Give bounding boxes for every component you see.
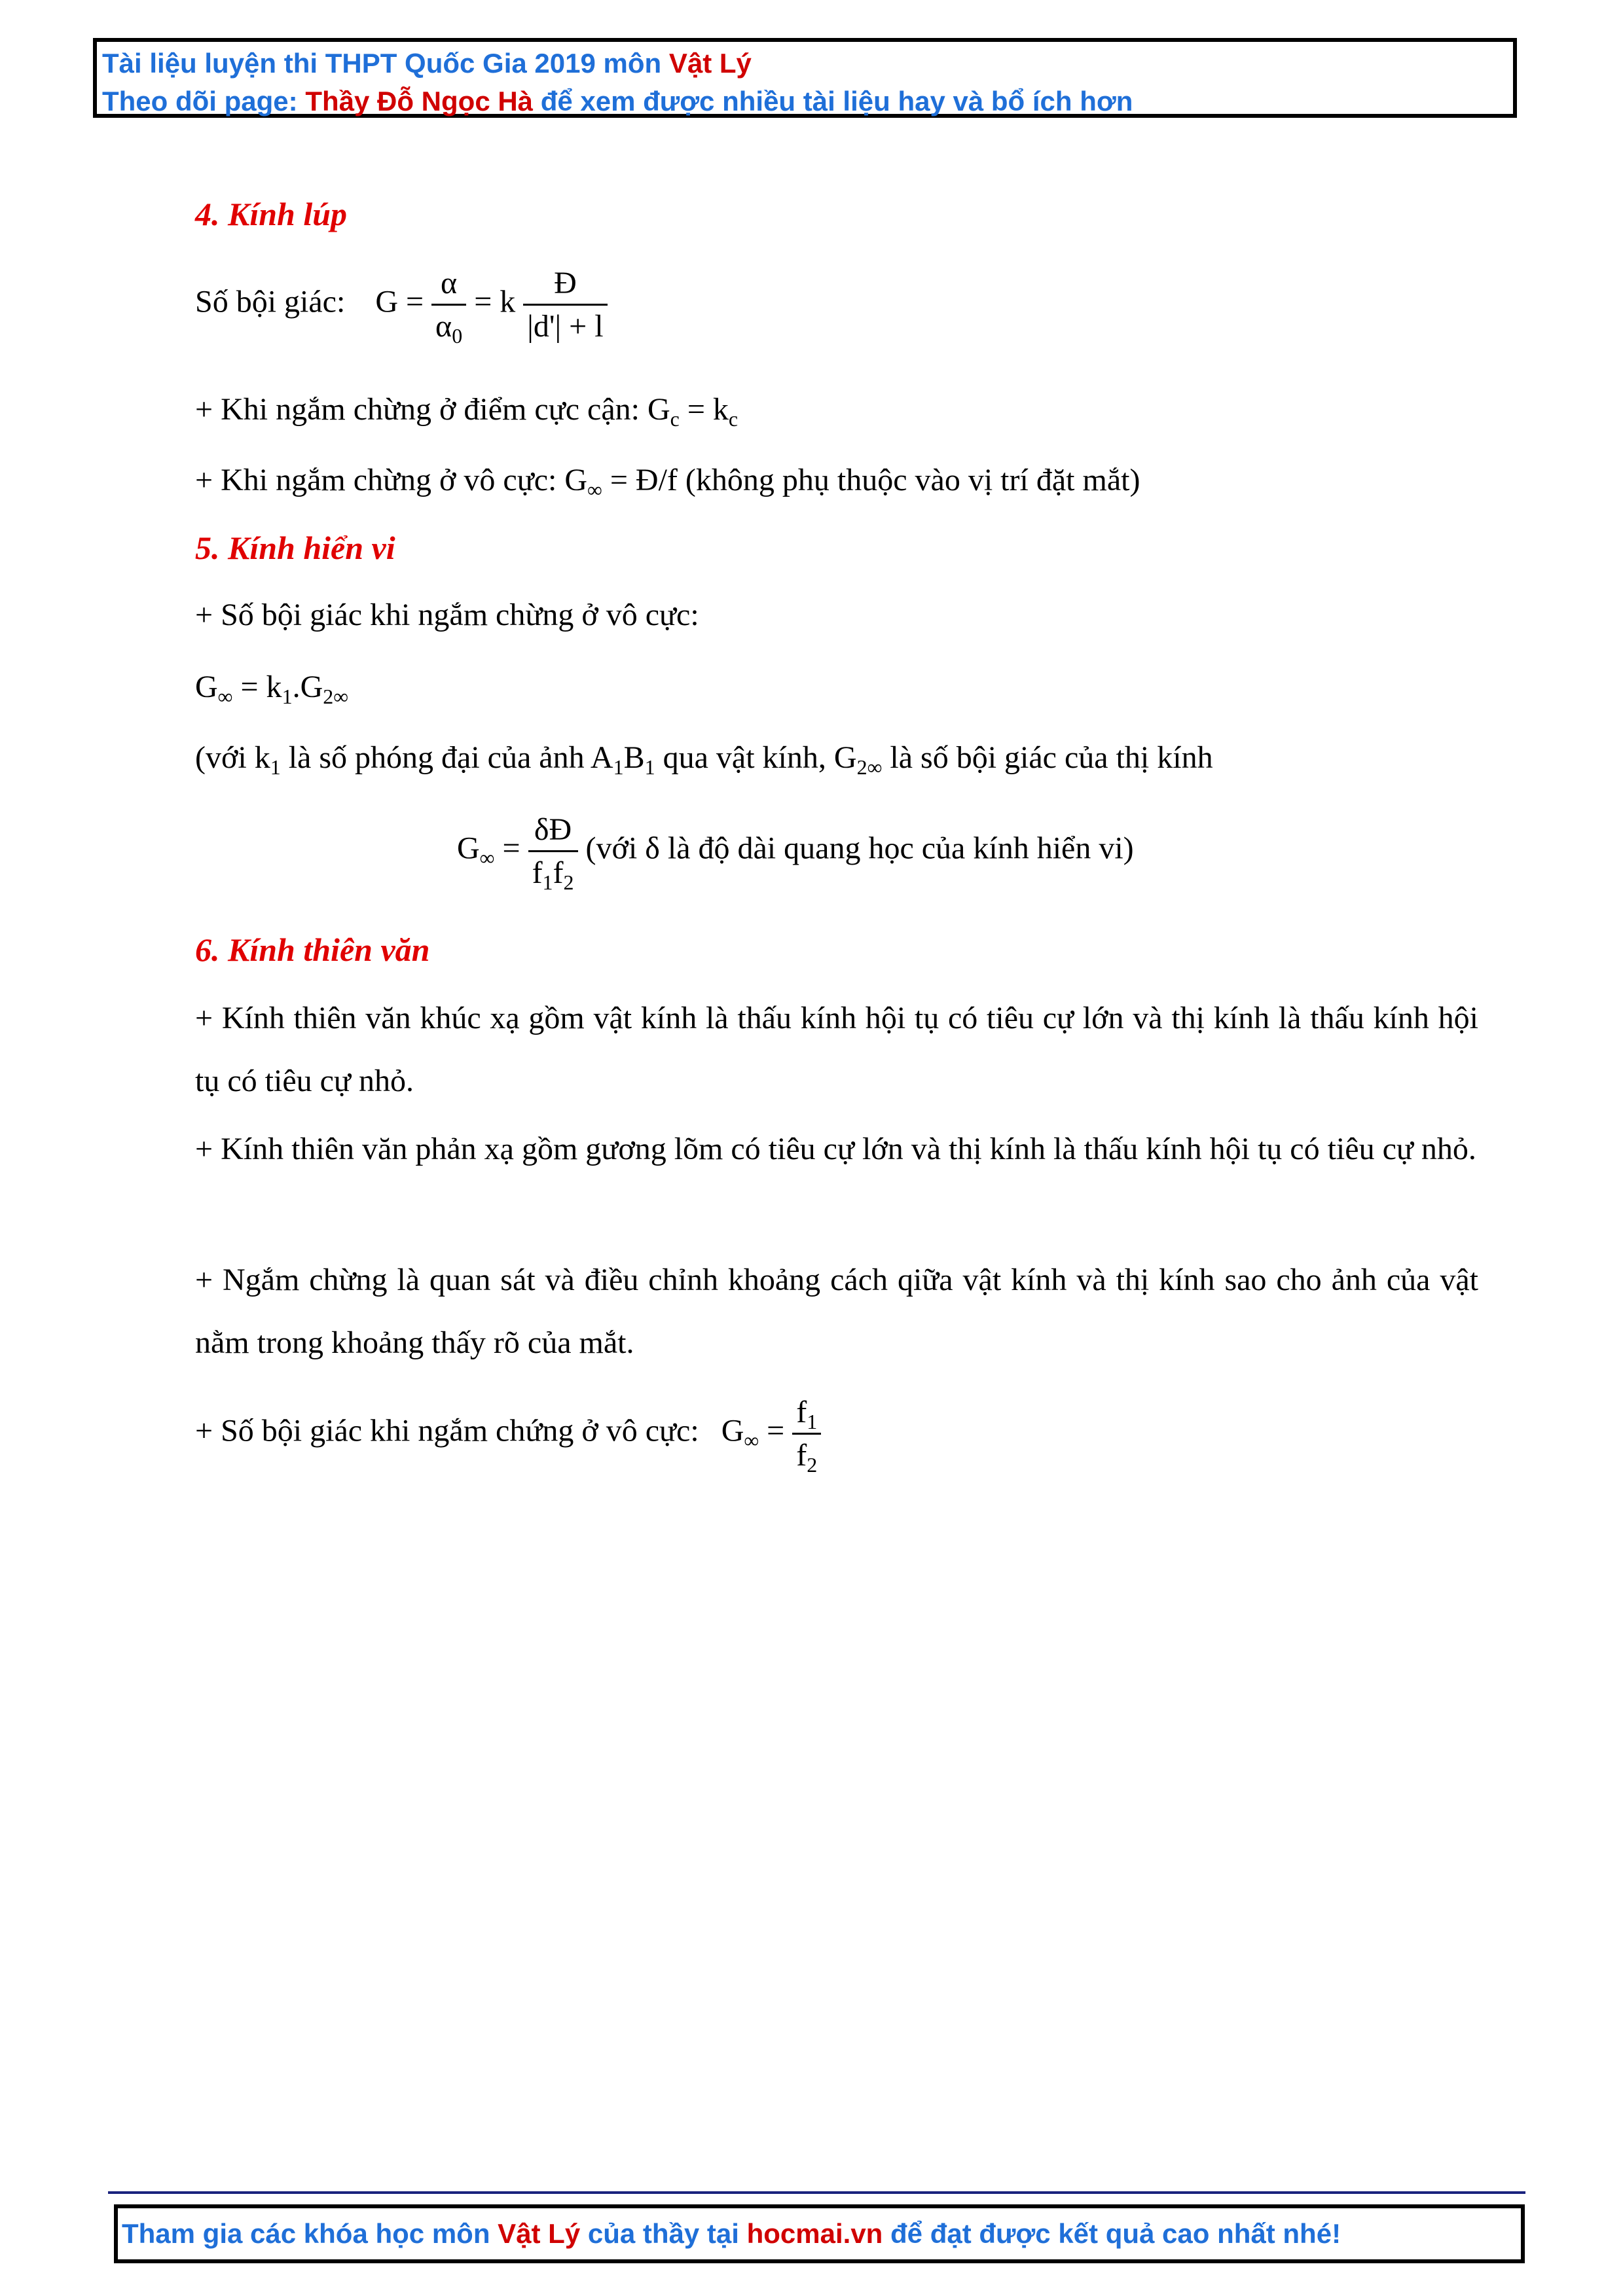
formula-lhs: G = <box>375 284 424 319</box>
section-5-heading: 5. Kính hiển vi <box>195 529 395 566</box>
header-author: Thầy Đỗ Ngọc Hà <box>305 86 534 117</box>
near-point-line: + Khi ngắm chừng ở điểm cực cận: $G_c = k_c$ <box>195 392 739 431</box>
fraction-denominator: $\alpha_0$ <box>435 309 463 348</box>
footer-text-1: Tham gia các khóa học môn <box>122 2218 498 2249</box>
formula-middle: = k <box>474 284 516 319</box>
header-follow-text: để xem được nhiều tài liệu hay và bổ ích hơn <box>533 86 1133 117</box>
telescope-paragraph-1: + Kính thiên văn khúc xạ gồm vật kính là thấu kính hội tụ có tiêu cự lớn và thị kính là thấu kính hội tụ có tiêu cự nhỏ. <box>195 1001 1478 1098</box>
fraction-alpha <box>431 265 466 348</box>
section-4-heading: 4. Kính lúp <box>195 196 348 232</box>
microscope-formula-note: (với δ là độ dài quang học của kính hiển vi) <box>585 831 1134 866</box>
fraction-numerator: α <box>431 265 466 306</box>
footer-divider <box>108 2191 1525 2194</box>
footer-banner <box>114 2204 1525 2263</box>
microscope-line-3: (với $k_1$ là số phóng đại của ảnh $A_1B_1$ qua vật kính, $G_{2\infty}$ là số bội giác của thị kính <box>195 740 1213 779</box>
footer-subject: Vật Lý <box>498 2218 581 2249</box>
header-subject: Vật Lý <box>668 48 752 79</box>
microscope-line-2: $G_\infty = k_1.G_{2\infty}$ <box>195 670 349 708</box>
footer-text-2: của thầy tại <box>580 2218 747 2249</box>
microscope-fraction: $\frac{\delta Đ}{f_1f_2}$ <box>528 812 578 891</box>
header-title: Tài liệu luyện thi THPT Quốc Gia 2019 môn <box>102 48 669 79</box>
microscope-formula: $G_\infty$ = $\frac{\delta Đ}{f_1f_2}$ (với δ là độ dài quang học của kính hiển vi) <box>457 812 1134 894</box>
header-follow-label: Theo dõi page: <box>102 86 306 117</box>
fraction-distance <box>523 265 607 344</box>
section-6-heading: 6. Kính thiên văn <box>195 931 430 968</box>
header-line-2 <box>102 82 1513 120</box>
microscope-line-1: + Số bội giác khi ngắm chừng ở vô cực: <box>195 598 699 632</box>
magnification-label: Số bội giác: <box>195 284 346 319</box>
header-line-1 <box>102 45 1513 82</box>
header-banner <box>93 38 1517 118</box>
telescope-paragraph-3: + Ngắm chừng là quan sát và điều chỉnh khoảng cách qiữa vật kính và thị kính sao cho ảnh của vật nằm trong khoảng thấy rõ của mắt. <box>195 1263 1478 1360</box>
footer-site-link[interactable]: hocmai.vn <box>746 2218 883 2249</box>
telescope-paragraph-2: + Kính thiên văn phản xạ gồm gương lõm có tiêu cự lớn và thị kính là thấu kính hội tụ có tiêu cự nhỏ. <box>195 1132 1476 1166</box>
infinity-line: + Khi ngắm chừng ở vô cực: $G_\infty$ = Đ/f (không phụ thuộc vào vị trí đặt mắt) <box>195 463 1140 501</box>
fraction-denominator: |d'| + l <box>527 309 604 344</box>
loupe-formula <box>195 265 608 348</box>
telescope-paragraph-4: + Số bội giác khi ngắm chứng ở vô cực: $G_\infty$ = $\frac{f_1}{f_2}$ <box>195 1394 821 1473</box>
telescope-fraction: $\frac{f_1}{f_2}$ <box>792 1394 821 1473</box>
fraction-numerator: Đ <box>523 265 607 306</box>
footer-text-3: để đạt được kết quả cao nhất nhé! <box>883 2218 1341 2249</box>
